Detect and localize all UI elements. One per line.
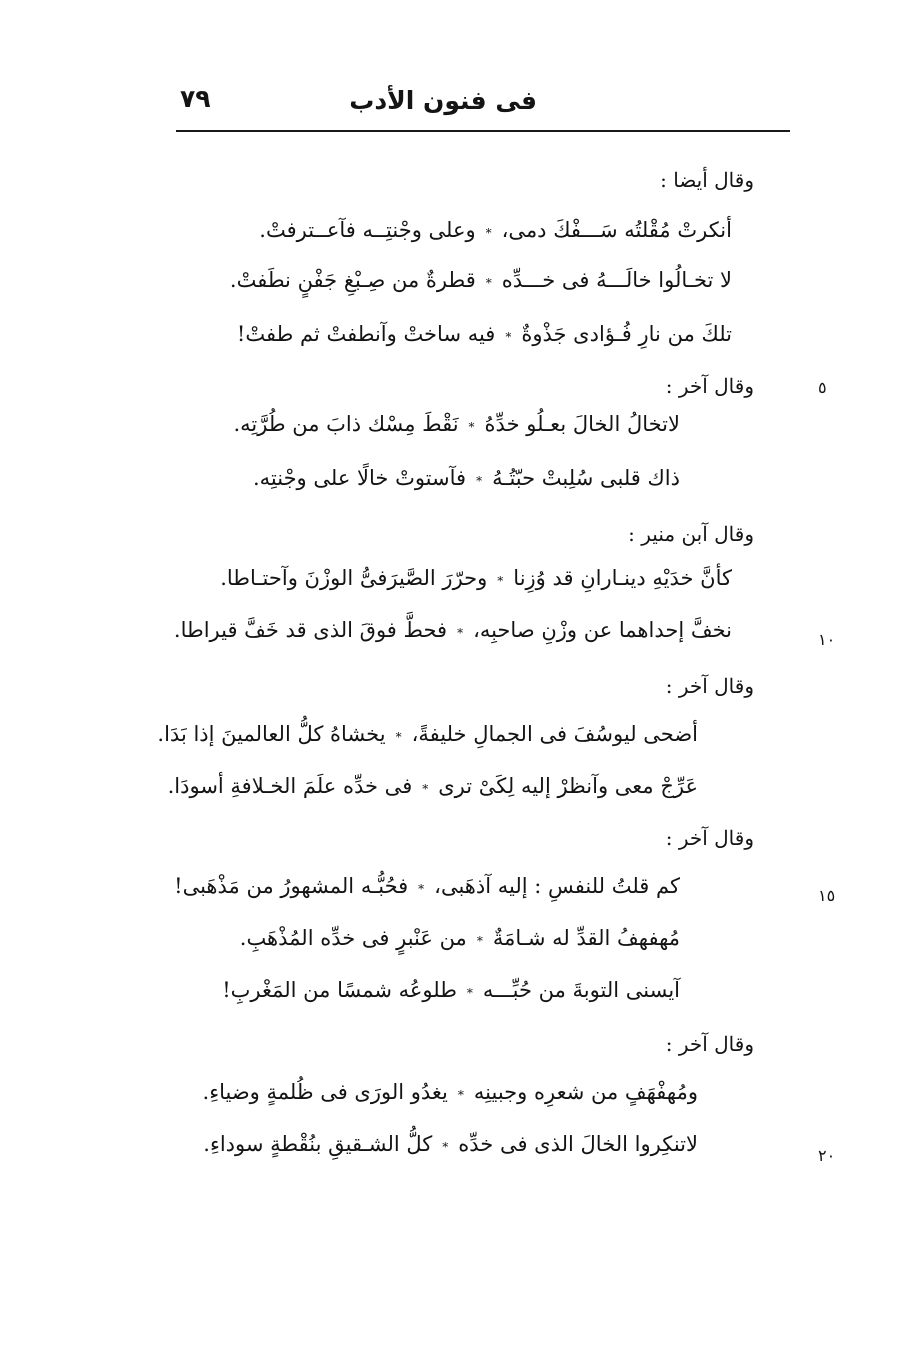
verse-line (230, 268, 732, 292)
verse-second-hemistich: من عَنْبرٍ فى خدِّه المُذْهَبِ. (239, 926, 467, 950)
line-number: ٥ (818, 378, 827, 397)
running-header-title: فى فنون الأدب (349, 86, 537, 115)
hemistich-separator: * (418, 882, 425, 896)
hemistich-separator: * (505, 330, 512, 344)
verse-line (157, 722, 698, 746)
verse-line (259, 218, 732, 242)
line-number: ١٥ (818, 886, 836, 905)
section-intro: وقال آبن منير : (628, 522, 754, 546)
verse-second-hemistich: فحطَّ فوقَ الذى قد خَفَّ قيراطا. (173, 618, 448, 642)
verse-first-hemistich: نخفَّ إحداهما عن وزْنِ صاحبِه، (473, 618, 732, 642)
verse-line (168, 774, 698, 798)
verse-line (174, 874, 680, 898)
verse-first-hemistich: ومُهفْهَفٍ من شعرِه وجبينِه (473, 1080, 698, 1104)
hemistich-separator: * (395, 730, 402, 744)
section-intro: وقال آخر : (665, 374, 754, 398)
verse-first-hemistich: كأنَّ خدَيْهِ دينـارانِ قد وُزِنا (513, 566, 732, 590)
page-number: ٧٩ (180, 84, 211, 113)
verse-line (253, 466, 680, 490)
verse-second-hemistich: فى خدِّه علَمَ الخـلافةِ أسودَا. (167, 774, 413, 798)
line-number: ١٠ (818, 630, 836, 649)
verse-line (222, 978, 680, 1002)
hemistich-separator: * (485, 276, 492, 290)
verse-second-hemistich: فآستوتْ خالًا على وجْنتِه. (252, 466, 467, 490)
verse-first-hemistich: أنكرتْ مُقْلتُه سَـــفْكَ دمى، (501, 218, 732, 242)
verse-second-hemistich: كلُّ الشـقيقِ بنُقْطةٍ سوداءِ. (203, 1132, 433, 1156)
verse-first-hemistich: آيسنى التوبةَ من حُبِّـــه (482, 978, 680, 1002)
verse-second-hemistich: يخشاهُ كلُّ العالمينَ إذا بَدَا. (157, 722, 386, 746)
verse-line (203, 1080, 698, 1104)
section-intro: وقال آخر : (665, 826, 754, 850)
hemistich-separator: * (497, 574, 504, 588)
header-rule (176, 130, 790, 132)
hemistich-separator: * (442, 1140, 449, 1154)
verse-line (220, 566, 732, 590)
verse-second-hemistich: طلوعُه شمسًا من المَغْربِ! (222, 978, 457, 1002)
verse-line (240, 926, 680, 950)
verse-second-hemistich: فيه ساختْ وآنطفتْ ثم طفتْ! (236, 322, 496, 346)
verse-first-hemistich: لاتنكِروا الخالَ الذى فى خدِّه (458, 1132, 698, 1156)
hemistich-separator: * (422, 782, 429, 796)
verse-line (237, 322, 732, 346)
section-intro: وقال آخر : (665, 1032, 754, 1056)
verse-second-hemistich: قطرةٌ من صِـبْغِ جَفْنٍ نطَفتْ. (229, 268, 476, 292)
verse-second-hemistich: وعلى وجْنتِــه فآعــترفتْ. (259, 218, 476, 242)
hemistich-separator: * (485, 226, 492, 240)
hemistich-separator: * (468, 420, 475, 434)
verse-first-hemistich: عَرِّجْ معى وآنظرْ إليه لِكَىْ ترى (438, 774, 698, 798)
verse-second-hemistich: وحرّرَ الصَّيرَفىُّ الوزْنَ وآحتـاطا. (220, 566, 488, 590)
hemistich-separator: * (457, 1088, 464, 1102)
verse-first-hemistich: أضحى ليوسُفَ فى الجمالِ خليفةً، (411, 722, 698, 746)
verse-first-hemistich: لاتخالُ الخالَ بعـلُو خدِّهُ (484, 412, 680, 436)
hemistich-separator: * (476, 934, 483, 948)
hemistich-separator: * (466, 986, 473, 1000)
verse-first-hemistich: ذاك قلبى سُلِبتْ حبّتُـهُ (492, 466, 680, 490)
verse-second-hemistich: يغدُو الورَى فى ظُلمةٍ وضياءِ. (202, 1080, 448, 1104)
verse-line (174, 618, 732, 642)
hemistich-separator: * (457, 626, 464, 640)
section-intro: وقال أيضا : (660, 168, 754, 192)
verse-first-hemistich: لا تخـالُوا خالَـــهُ فى خـــدِّه (501, 268, 732, 292)
verse-line (203, 1132, 698, 1156)
verse-first-hemistich: تلكَ من نارِ فُـؤادى جَذْوةٌ (521, 322, 732, 346)
verse-second-hemistich: فحُبُّـه المشهورُ من مَذْهَبى! (174, 874, 409, 898)
line-number: ٢٠ (818, 1146, 836, 1165)
section-intro: وقال آخر : (665, 674, 754, 698)
verse-line (233, 412, 680, 436)
verse-second-hemistich: نَقْطَ مِسْك ذابَ من طُرَّتِه. (233, 412, 459, 436)
verse-first-hemistich: كم قلتُ للنفسِ : إليه آذهَبى، (434, 874, 680, 898)
hemistich-separator: * (476, 474, 483, 488)
verse-first-hemistich: مُهفهفُ القدِّ له شـامَةٌ (492, 926, 680, 950)
